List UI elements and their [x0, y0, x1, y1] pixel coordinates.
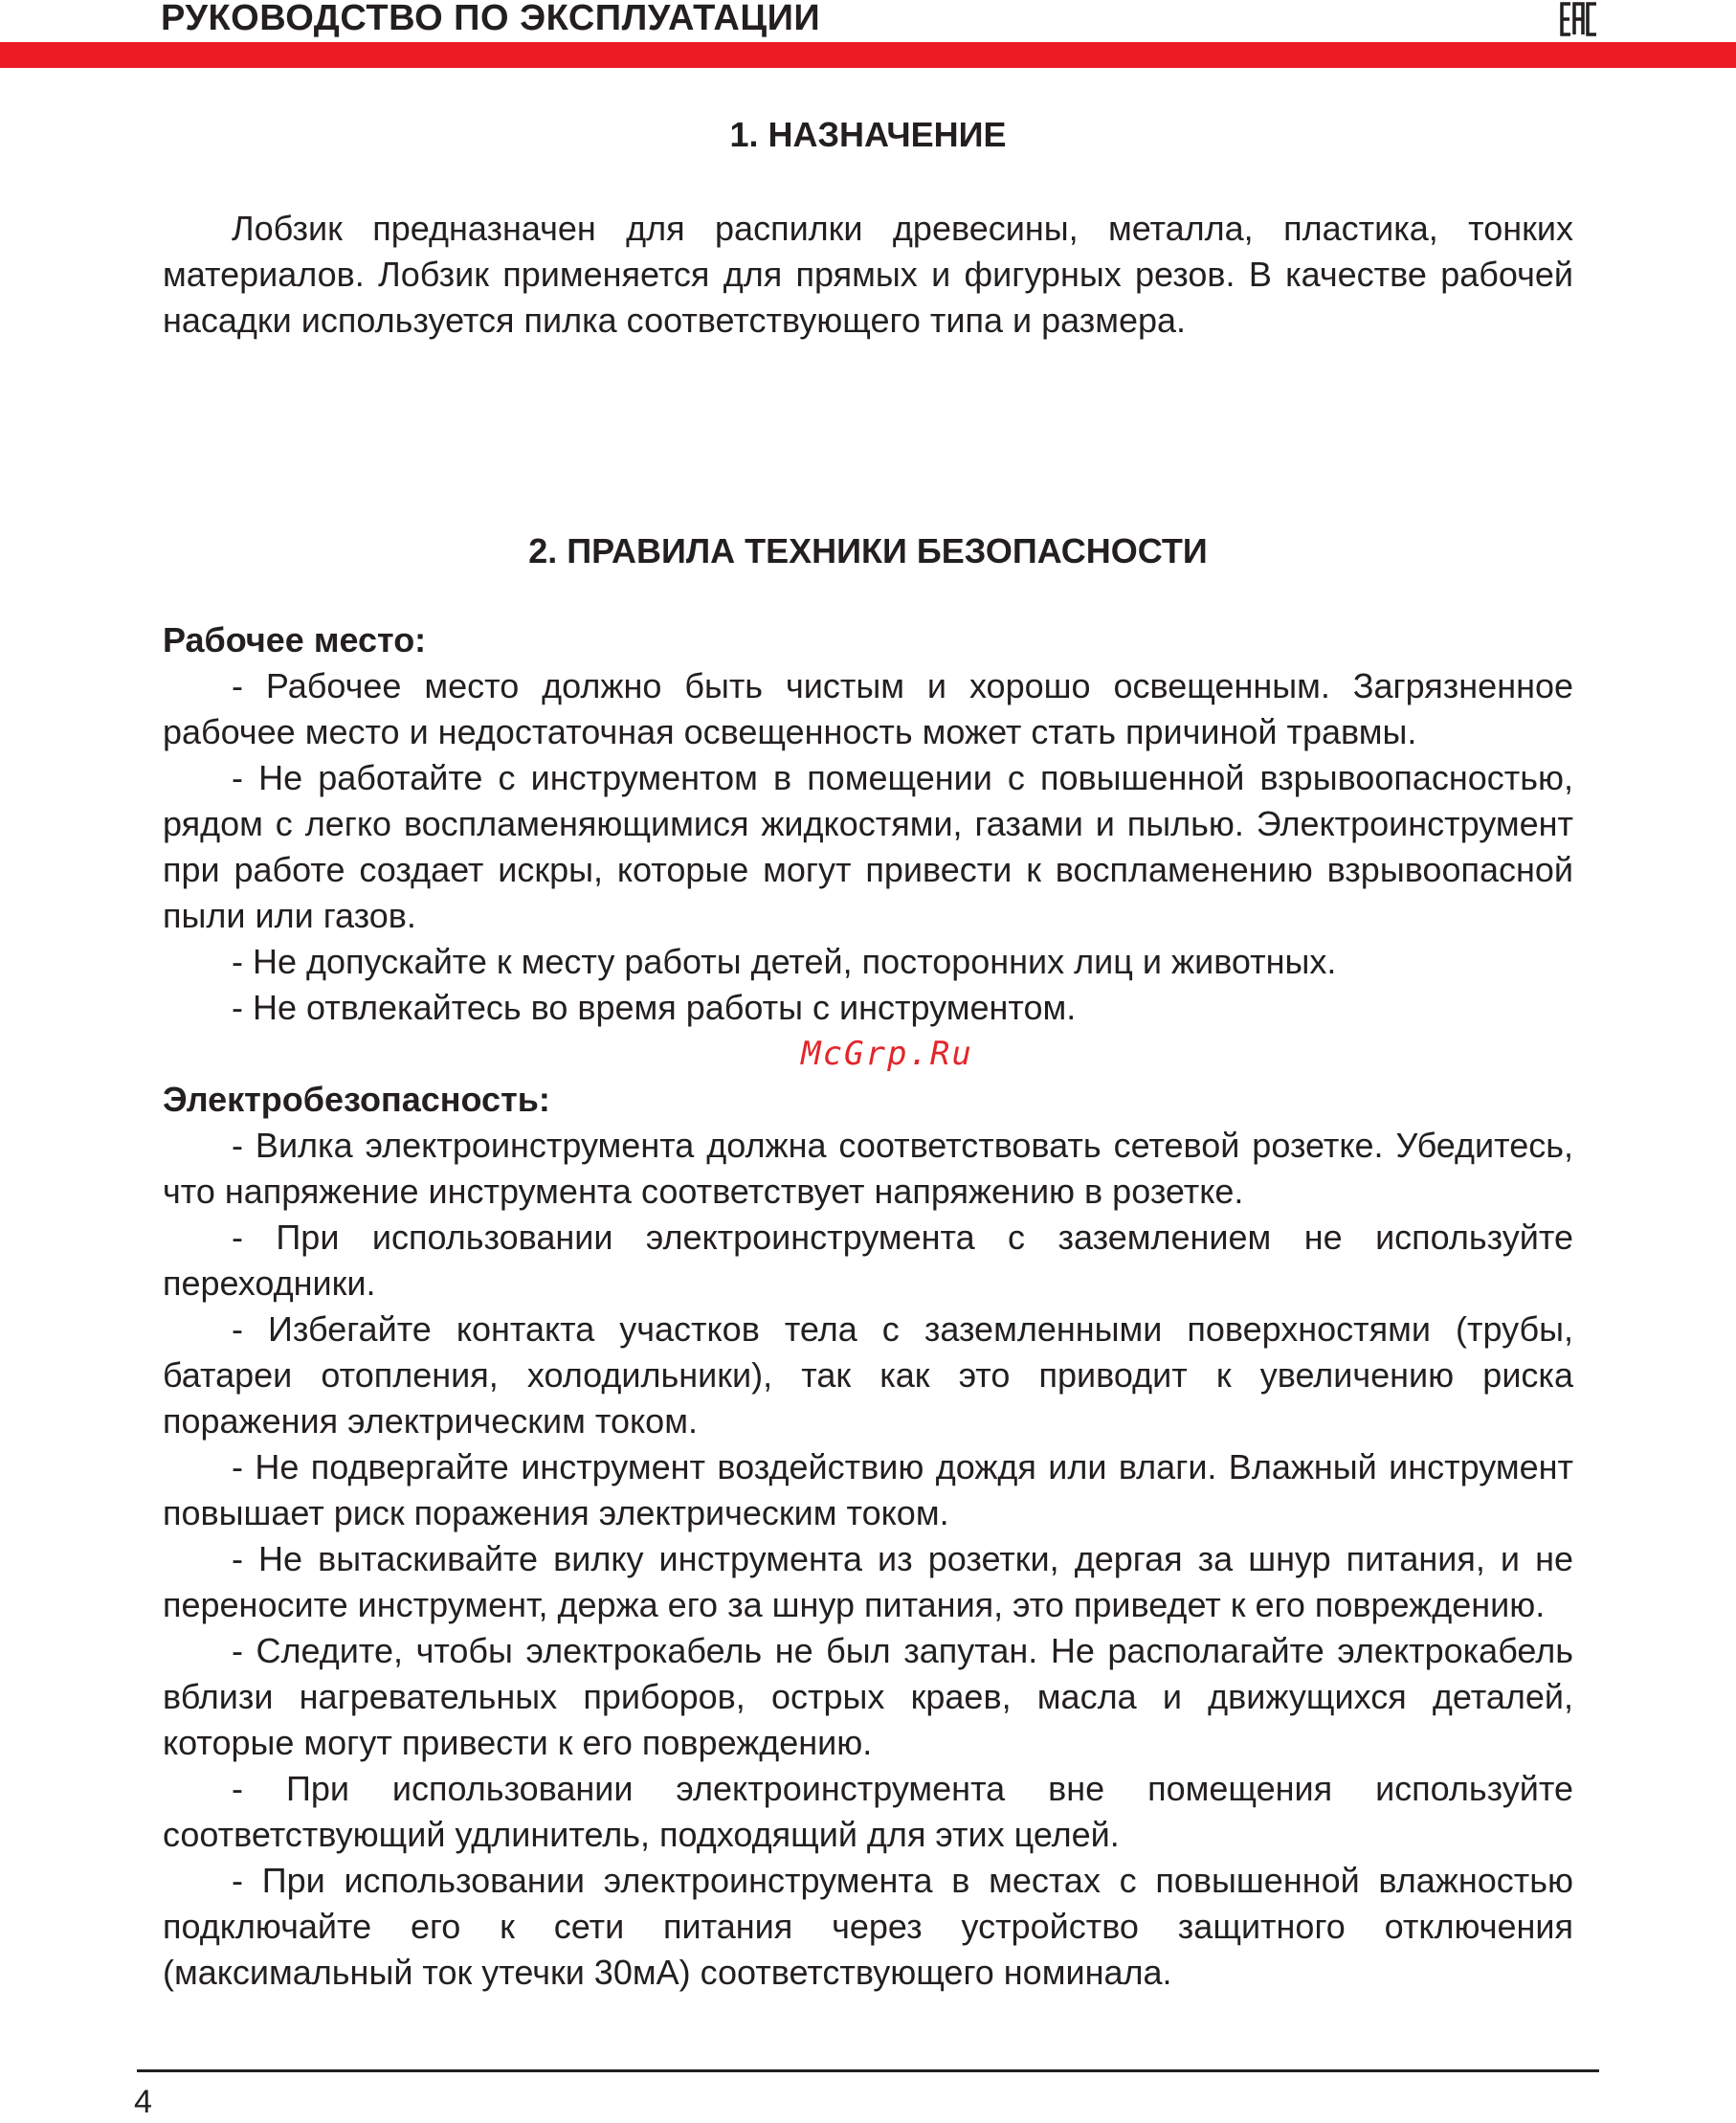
page-number: 4	[134, 2084, 152, 2120]
electrical-item: - При использовании электроинструмента в местах с повышенной влажностью подключайте его к сети питания через устройство защитного отключения (максимальный ток утечки 30мА) соответствующего номинала.	[163, 1861, 1573, 1992]
workplace-item: - Не работайте с инструментом в помещении с повышенной взрывоопасностью, рядом с легко воспламеняющимися жидкостями, газами и пылью. Электроинструмент при работе создает искры, которые могут привести к воспламенению взрывоопасной пыли или газов.	[163, 758, 1573, 935]
workplace-item: - Не отвлекайтесь во время работы с инструментом.	[232, 988, 1077, 1027]
header-title: РУКОВОДСТВО ПО ЭКСПЛУАТАЦИИ	[161, 0, 821, 38]
workplace-item: - Не допускайте к месту работы детей, посторонних лиц и животных.	[232, 942, 1337, 981]
electrical-item: - При использовании электроинструмента с заземлением не используйте переходники.	[163, 1218, 1573, 1303]
electrical-item: - При использовании электроинструмента вне помещения используйте соответствующий удлинитель, подходящий для этих целей.	[163, 1769, 1573, 1854]
eac-mark-icon	[1560, 0, 1598, 38]
page-header	[0, 0, 1736, 42]
electrical-item: - Не вытаскивайте вилку инструмента из розетки, дергая за шнур питания, и не переносите инструмент, держа его за шнур питания, это приведет к его повреждению.	[163, 1539, 1573, 1624]
section-2-title: 2. ПРАВИЛА ТЕХНИКИ БЕЗОПАСНОСТИ	[528, 531, 1208, 570]
electrical-item: - Следите, чтобы электрокабель не был запутан. Не располагайте электрокабель вблизи нагревательных приборов, острых краев, масла и движущихся деталей, которые могут привести к его повреждению.	[163, 1631, 1573, 1762]
header-red-bar	[0, 42, 1736, 68]
watermark: McGrp.Ru	[801, 1035, 973, 1073]
safety-rules	[163, 617, 1573, 1996]
workplace-heading: Рабочее место:	[163, 620, 427, 659]
electrical-item: - Вилка электроинструмента должна соответствовать сетевой розетке. Убедитесь, что напряжение инструмента соответствует напряжению в розетке.	[163, 1126, 1573, 1211]
footer-divider	[137, 2069, 1599, 2072]
electrical-heading: Электробезопасность:	[163, 1080, 550, 1119]
workplace-item: - Рабочее место должно быть чистым и хорошо освещенным. Загрязненное рабочее место и недостаточная освещенность может стать причиной травмы.	[163, 666, 1573, 751]
electrical-item: - Избегайте контакта участков тела с заземленными поверхностями (трубы, батареи отопления, холодильники), так как это приводит к увеличению риска поражения электрическим током.	[163, 1309, 1573, 1441]
electrical-item: - Не подвергайте инструмент воздействию дождя или влаги. Влажный инструмент повышает риск поражения электрическим током.	[163, 1447, 1573, 1532]
section-1-title: 1. НАЗНАЧЕНИЕ	[729, 115, 1007, 154]
section-1-paragraph: Лобзик предназначен для распилки древесины, металла, пластика, тонких материалов. Лобзик применяется для прямых и фигурных резов. В качестве рабочей насадки используется пилка соответствующего типа и размера.	[163, 209, 1573, 340]
